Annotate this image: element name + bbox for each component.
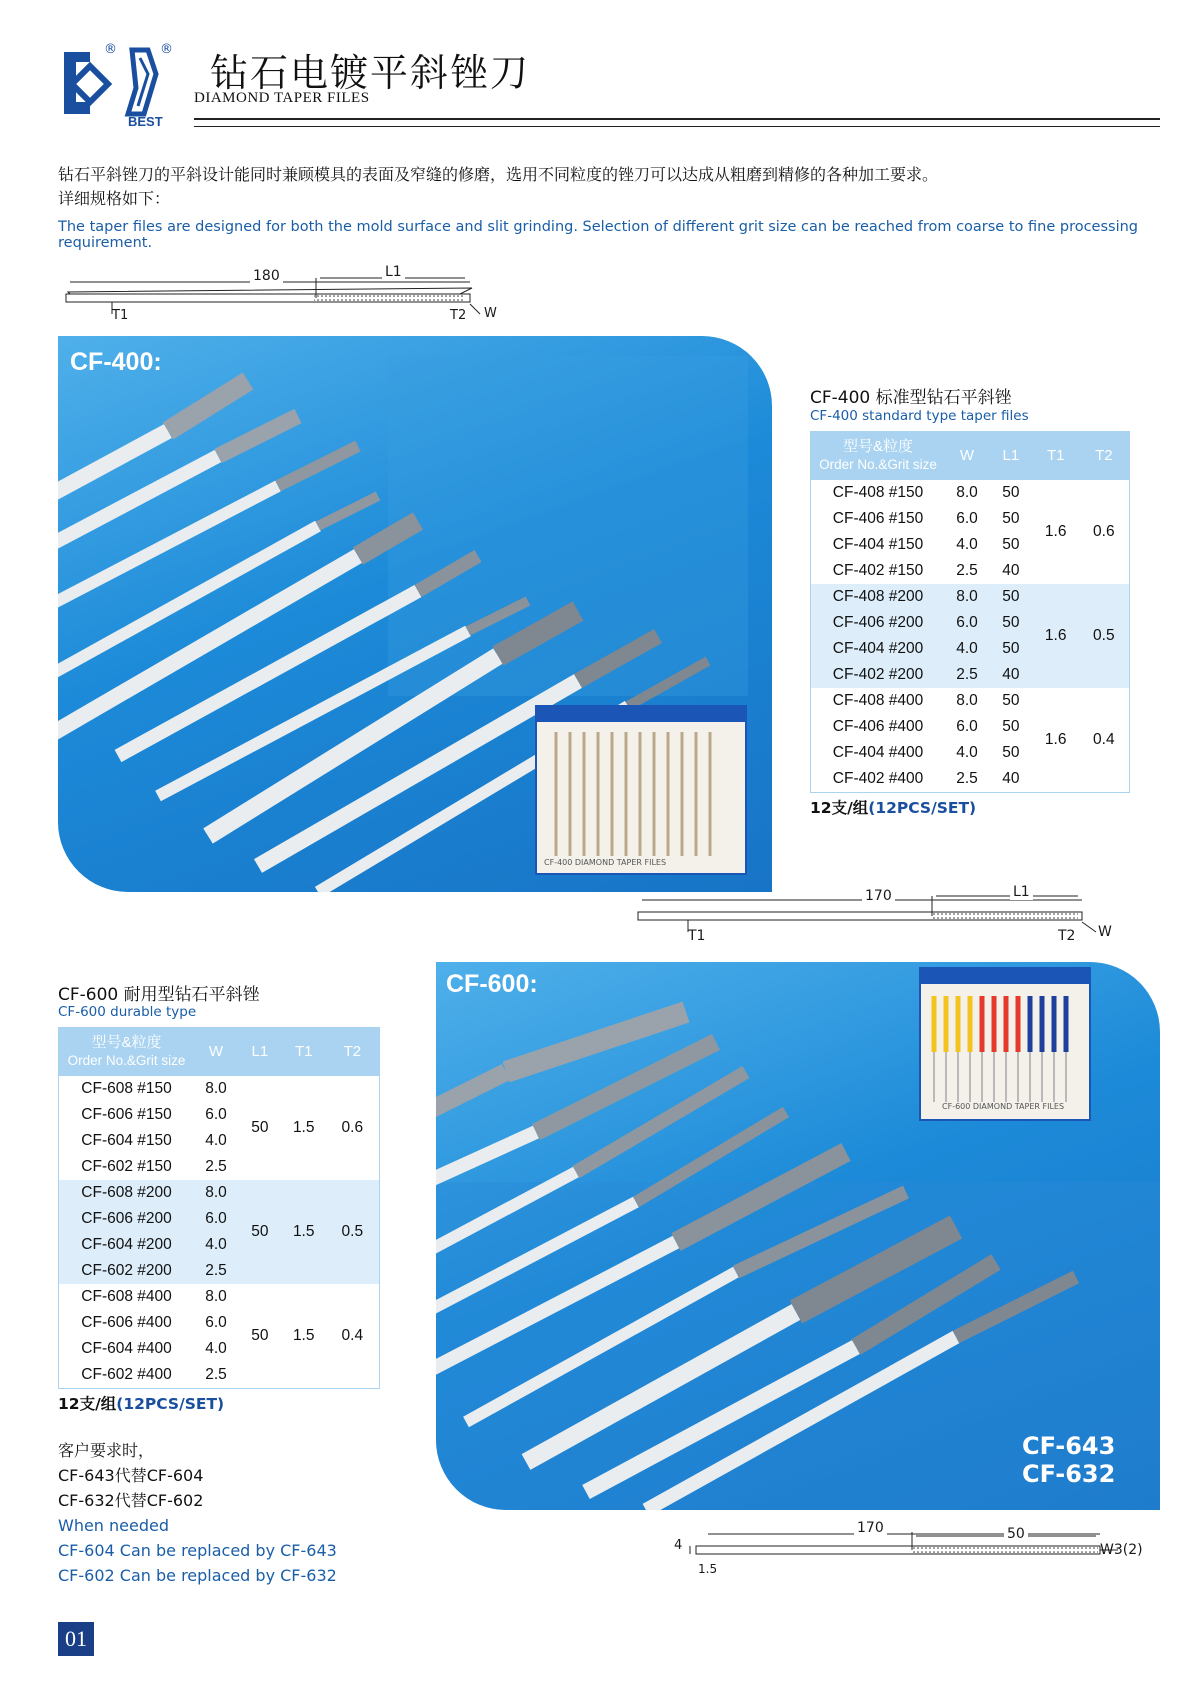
table-row: CF-602 #400 2.5 [81, 1366, 227, 1383]
spec-table-600 [58, 1027, 380, 1389]
note-en-1: When needed [58, 1516, 170, 1535]
col-t2: T2 [326, 1028, 380, 1077]
table-row: CF-606 #200 6.0 [59, 1206, 380, 1232]
table-row: CF-404 #200 4.0 50 [811, 636, 1130, 662]
table-row: CF-608 #400 8.0 50 1.5 0.4 [81, 1288, 364, 1344]
table-row: CF-602 #200 2.5 [59, 1258, 380, 1284]
col-w: W [945, 432, 989, 481]
dim-l1: L1 [1010, 884, 1033, 900]
brand-logo [56, 44, 206, 130]
product-photo-400 [58, 336, 772, 892]
note-en-3: CF-602 Can be replaced by CF-632 [58, 1566, 337, 1585]
corner-label-632: CF-632 [1022, 1460, 1116, 1488]
table-row: CF-604 #150 4.0 [81, 1132, 227, 1149]
file-drawing-icon [668, 1522, 1148, 1582]
table-row: CF-606 #400 6.0 [81, 1314, 227, 1331]
intro-text-en: The taper files are designed for both the mold surface and slit grinding. Selection of different grit size can be reached from coarse to fine processing requirement. [58, 219, 1139, 251]
table-row: CF-408 #150 8.0 50 1.6 0.6 [832, 484, 1115, 540]
corner-label-643: CF-643 [1022, 1432, 1116, 1460]
file-set-illustration-icon [58, 336, 772, 892]
dim-l1: L1 [382, 264, 405, 280]
dimension-diagram-600 [632, 884, 1142, 948]
col-w: W [194, 1028, 238, 1077]
col-t1: T1 [1033, 432, 1079, 481]
col-l1: L1 [238, 1028, 282, 1077]
col-order: 型号&粒度 Order No.&Grit size [59, 1028, 195, 1077]
dim-t1: T1 [688, 928, 706, 944]
table-row: CF-408 #400 8.0 50 1.6 0.4 [832, 692, 1115, 748]
panel-label-600: CF-600: [446, 970, 538, 998]
dim-length: 170 [862, 888, 895, 904]
table-row: CF-402 #150 2.5 40 [832, 562, 1020, 579]
page-title-en: DIAMOND TAPER FILES [194, 90, 370, 106]
table-row: CF-608 #150 8.0 50 1.5 0.6 [81, 1080, 364, 1136]
dim-t2: T2 [450, 308, 467, 323]
dimension-diagram-400 [60, 264, 500, 330]
replacement-notes [58, 1438, 337, 1588]
note-en-2: CF-604 Can be replaced by CF-643 [58, 1541, 337, 1560]
table-row: CF-406 #400 6.0 50 [832, 718, 1020, 735]
table-title-400: CF-400 标准型钻石平斜锉 [810, 388, 1012, 408]
dim-t2: T2 [1058, 928, 1076, 944]
table-row: CF-408 #200 8.0 50 1.6 0.5 [811, 584, 1130, 610]
note-cn-3: CF-632代替CF-602 [58, 1491, 204, 1510]
file-set-illustration-icon [436, 962, 1160, 1510]
note-cn-2: CF-643代替CF-604 [58, 1466, 204, 1485]
table-title-600: CF-600 耐用型钻石平斜锉 [58, 985, 260, 1005]
table-row: CF-404 #400 4.0 50 [832, 744, 1020, 761]
set-note-600: 12支/组(12PCS/SET) [58, 1395, 225, 1413]
table-row: CF-602 #150 2.5 [81, 1158, 227, 1175]
table-row: CF-604 #400 4.0 [81, 1340, 227, 1357]
header-rule-thin [194, 126, 1160, 127]
intro-line-2: 详细规格如下： [58, 189, 171, 208]
pack-label-400: CF-400 DIAMOND TAPER FILES [544, 858, 667, 867]
note-cn-1: 客户要求时， [58, 1441, 155, 1460]
table-subtitle-400: CF-400 standard type taper files [810, 408, 1029, 424]
table-row: CF-606 #150 6.0 [81, 1106, 227, 1123]
brand-text: BEST [128, 114, 163, 129]
dim-t1: T1 [112, 308, 129, 323]
dimension-diagram-643 [668, 1522, 1148, 1582]
dim-length: 180 [250, 268, 283, 284]
dim-length: 170 [854, 1520, 887, 1536]
table-row: CF-406 #150 6.0 50 [832, 510, 1020, 527]
table-row: CF-402 #400 2.5 40 [832, 770, 1020, 787]
header-rule [194, 118, 1160, 120]
intro-text-cn [58, 163, 1158, 211]
set-note-400: 12支/组(12PCS/SET) [810, 799, 977, 817]
dim-t1: 1.5 [698, 1562, 718, 1576]
table-subtitle-600: CF-600 durable type [58, 1004, 197, 1020]
page-number: 01 [58, 1622, 94, 1656]
dim-w: W [484, 306, 497, 321]
registered-mark-1: ® [104, 42, 117, 57]
table-row: CF-404 #150 4.0 50 [832, 536, 1020, 553]
spec-table-400 [810, 431, 1130, 793]
table-row: CF-604 #200 4.0 [59, 1232, 380, 1258]
page-title-cn: 钻石电镀平斜锉刀 [210, 51, 531, 95]
table-row: CF-608 #200 8.0 50 1.5 0.5 [59, 1180, 380, 1206]
panel-label-400: CF-400: [70, 348, 162, 376]
dim-w: W [1098, 924, 1112, 940]
table-row: CF-402 #200 2.5 40 [811, 662, 1130, 688]
pack-label-600: CF-600 DIAMOND TAPER FILES [942, 1102, 1065, 1111]
col-order: 型号&粒度 Order No.&Grit size [811, 432, 946, 481]
dim-w: W3(2) [1100, 1542, 1143, 1558]
col-t1: T1 [282, 1028, 326, 1077]
registered-mark-2: ® [160, 42, 173, 57]
intro-line-1: 钻石平斜锉刀的平斜设计能同时兼顾模具的表面及窄缝的修磨，选用不同粒度的锉刀可以达成从粗磨到精修的各种加工要求。 [58, 165, 939, 184]
product-photo-600 [436, 962, 1160, 1510]
col-t2: T2 [1079, 432, 1130, 481]
col-l1: L1 [989, 432, 1033, 481]
table-row: CF-406 #200 6.0 50 [811, 610, 1130, 636]
dim-height: 4 [674, 1538, 683, 1553]
dim-l1: 50 [1004, 1526, 1028, 1542]
